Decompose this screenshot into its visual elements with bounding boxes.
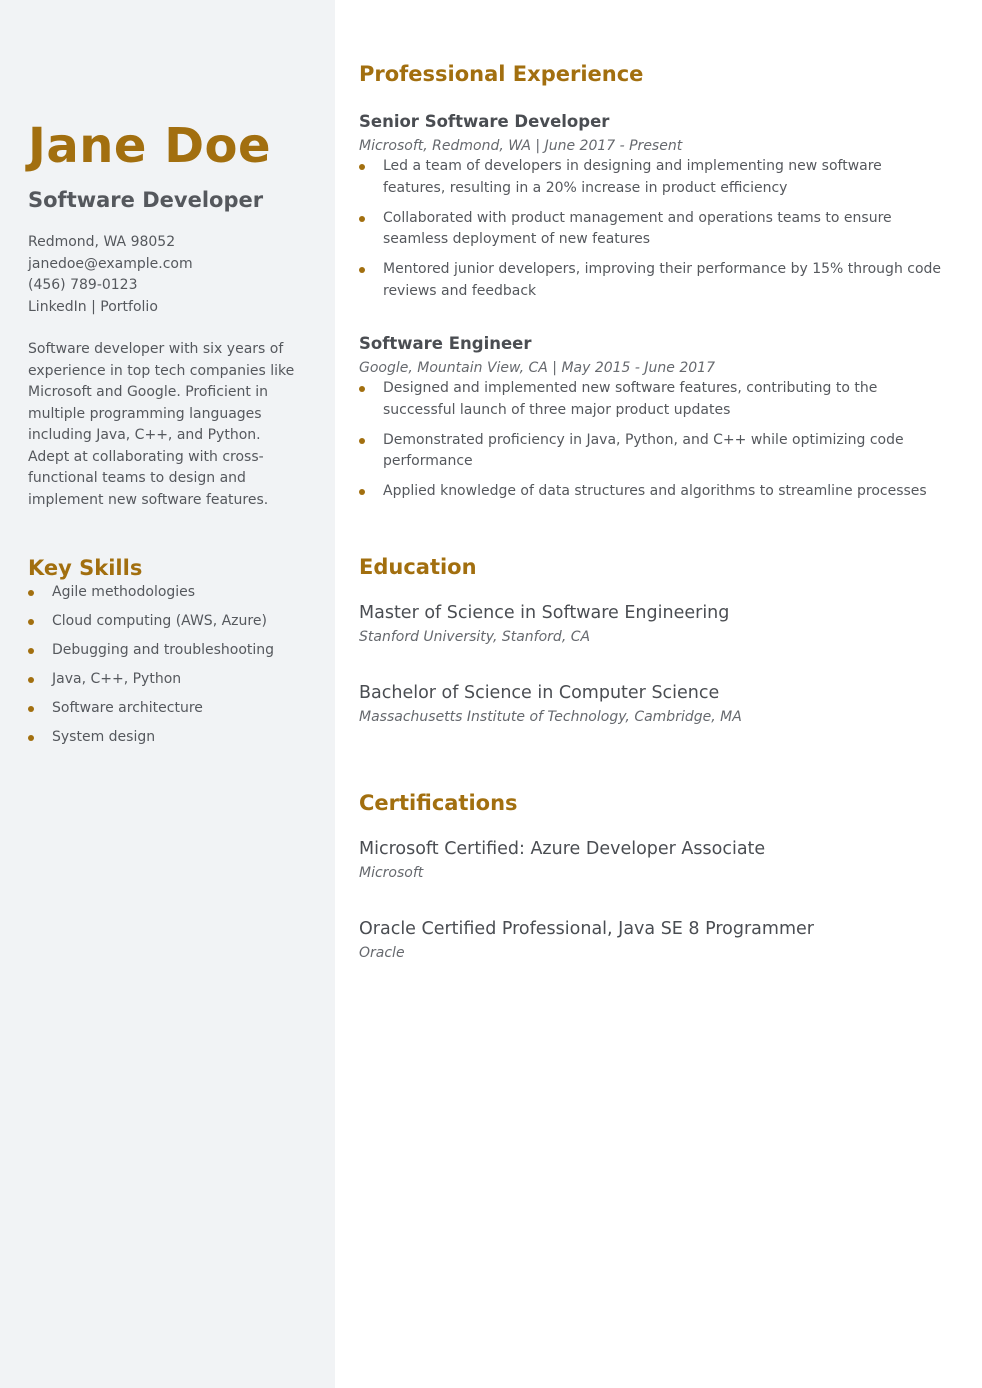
job-entry (359, 110, 948, 302)
job-bullet (359, 259, 948, 302)
skill-item (28, 640, 305, 662)
bullet-dot-icon (28, 706, 34, 712)
bullet-dot-icon (359, 386, 365, 392)
candidate-name: Jane Doe (28, 118, 272, 174)
job-title: Software Engineer (359, 334, 532, 353)
degree-title: Master of Science in Software Engineering (359, 602, 730, 623)
experience-heading: Professional Experience (359, 62, 644, 86)
job-bullet (359, 208, 948, 251)
education-entry (359, 601, 948, 647)
certification-issuer: Microsoft (359, 864, 424, 881)
bullet-dot-icon (28, 677, 34, 683)
main-content (335, 0, 982, 1388)
job-meta: Microsoft, Redmond, WA | June 2017 - Present (359, 138, 683, 154)
skill-text: Debugging and troubleshooting (52, 642, 275, 658)
job-bullets (359, 156, 948, 302)
job-bullet (359, 430, 948, 473)
job-bullets (359, 378, 948, 503)
contact-phone: (456) 789-0123 (28, 277, 138, 293)
skill-text: Java, C++, Python (52, 671, 182, 687)
bullet-dot-icon (28, 735, 34, 741)
contact-info (28, 232, 305, 318)
bullet-dot-icon (359, 438, 365, 444)
bullet-dot-icon (359, 267, 365, 273)
skill-item (28, 698, 305, 720)
certifications-heading: Certifications (359, 790, 518, 815)
job-bullet-text: Mentored junior developers, improving their performance by 15% through code reviews and feedback (383, 261, 942, 299)
skill-text: Software architecture (52, 700, 203, 716)
job-bullet (359, 156, 948, 199)
contact-email[interactable]: janedoe@example.com (28, 255, 193, 272)
skills-list (28, 582, 305, 749)
job-bullet-text: Led a team of developers in designing and implementing new software features, resulting in a 20% increase in product efficiency (383, 158, 882, 196)
certification-name: Microsoft Certified: Azure Developer Associate (359, 838, 766, 859)
skill-text: Cloud computing (AWS, Azure) (52, 613, 267, 629)
bullet-dot-icon (28, 590, 34, 596)
bullet-dot-icon (359, 489, 365, 495)
skill-item (28, 727, 305, 749)
bullet-dot-icon (28, 648, 34, 654)
school-name: Stanford University, Stanford, CA (359, 628, 591, 645)
degree-title: Bachelor of Science in Computer Science (359, 682, 720, 703)
certification-entry (359, 917, 948, 963)
bullet-dot-icon (359, 216, 365, 222)
job-title: Senior Software Developer (359, 112, 610, 131)
certification-entry (359, 837, 948, 883)
bullet-dot-icon (359, 164, 365, 170)
skill-item (28, 669, 305, 691)
profile-summary: Software developer with six years of experience in top tech companies like Microsoft and Google. Proficient in multiple programming languages including Java, C++, and Python. Adept at collaborating with cross-functional teams to design and implement new software features. (28, 341, 295, 508)
job-entry (359, 332, 948, 503)
bullet-dot-icon (28, 619, 34, 625)
job-bullet-text: Demonstrated proficiency in Java, Python, and C++ while optimizing code performance (383, 431, 904, 469)
job-bullet-text: Designed and implemented new software features, contributing to the successful launch of three major product updates (383, 380, 878, 418)
job-bullet-text: Collaborated with product management and operations teams to ensure seamless deployment of new features (383, 209, 892, 247)
skill-text: Agile methodologies (52, 584, 196, 600)
job-bullet-text: Applied knowledge of data structures and algorithms to streamline processes (383, 483, 927, 499)
certification-issuer: Oracle (359, 944, 405, 961)
certification-name: Oracle Certified Professional, Java SE 8 Programmer (359, 918, 814, 939)
school-name: Massachusetts Institute of Technology, Cambridge, MA (359, 708, 742, 725)
skill-item (28, 582, 305, 604)
contact-links[interactable]: LinkedIn | Portfolio (28, 298, 158, 315)
candidate-role: Software Developer (28, 188, 264, 212)
skills-heading: Key Skills (28, 556, 143, 580)
job-meta: Google, Mountain View, CA | May 2015 - June 2017 (359, 360, 715, 376)
sidebar (0, 0, 335, 1388)
education-entry (359, 681, 948, 727)
job-bullet (359, 481, 948, 503)
education-heading: Education (359, 554, 477, 579)
job-bullet (359, 378, 948, 421)
skill-text: System design (52, 729, 156, 745)
contact-location: Redmond, WA 98052 (28, 234, 176, 250)
skill-item (28, 611, 305, 633)
